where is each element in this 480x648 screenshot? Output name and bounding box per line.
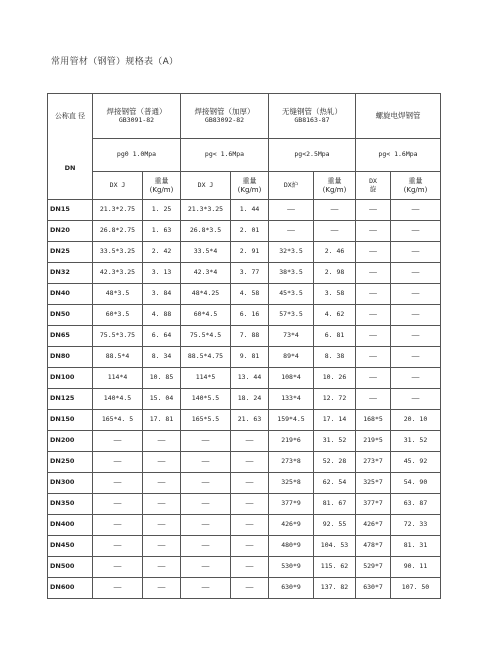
- table-cell: ——: [143, 557, 181, 578]
- table-cell: 377*9: [269, 494, 314, 515]
- table-cell: 10. 85: [143, 368, 181, 389]
- table-cell: ——: [391, 263, 441, 284]
- dn-cell: DN80: [48, 347, 93, 368]
- table-cell: 48*3.5: [93, 284, 143, 305]
- table-cell: 2. 42: [143, 242, 181, 263]
- table-cell: 62. 54: [314, 473, 356, 494]
- dn-cell: DN500: [48, 557, 93, 578]
- table-cell: 107. 50: [391, 578, 441, 599]
- table-cell: 140*4.5: [93, 389, 143, 410]
- table-row: [48, 326, 441, 347]
- table-cell: 21. 63: [231, 410, 269, 431]
- table-row: [48, 368, 441, 389]
- table-cell: 8. 34: [143, 347, 181, 368]
- table-cell: 57*3.5: [269, 305, 314, 326]
- table-cell: 219*6: [269, 431, 314, 452]
- table-cell: 32*3.5: [269, 242, 314, 263]
- table-cell: 219*5: [356, 431, 391, 452]
- table-cell: ——: [356, 389, 391, 410]
- table-row: [48, 452, 441, 473]
- table-cell: ——: [356, 284, 391, 305]
- header-group-3: [269, 94, 356, 139]
- table-cell: 2. 98: [314, 263, 356, 284]
- table-cell: ——: [143, 473, 181, 494]
- table-cell: 137. 82: [314, 578, 356, 599]
- table-cell: ——: [93, 557, 143, 578]
- table-cell: 325*8: [269, 473, 314, 494]
- table-cell: 8. 38: [314, 347, 356, 368]
- table-cell: 17. 81: [143, 410, 181, 431]
- table-cell: 1. 63: [143, 221, 181, 242]
- table-cell: ——: [143, 494, 181, 515]
- table-cell: ——: [356, 368, 391, 389]
- table-cell: 60*3.5: [93, 305, 143, 326]
- table-cell: 26.8*2.75: [93, 221, 143, 242]
- table-cell: ——: [391, 221, 441, 242]
- table-row: [48, 305, 441, 326]
- table-cell: ——: [231, 431, 269, 452]
- table-cell: ——: [93, 536, 143, 557]
- table-cell: 90. 11: [391, 557, 441, 578]
- table-cell: 426*7: [356, 515, 391, 536]
- table-row: [48, 578, 441, 599]
- table-cell: ——: [93, 494, 143, 515]
- table-cell: 42.3*4: [181, 263, 231, 284]
- table-cell: 478*7: [356, 536, 391, 557]
- dn-cell: DN15: [48, 200, 93, 221]
- table-cell: 4. 58: [231, 284, 269, 305]
- table-cell: 104. 53: [314, 536, 356, 557]
- table-cell: ——: [391, 284, 441, 305]
- table-row: [48, 410, 441, 431]
- table-cell: 20. 10: [391, 410, 441, 431]
- table-cell: 7. 88: [231, 326, 269, 347]
- table-cell: ——: [93, 515, 143, 536]
- group-4-name: 螺旋电焊钢管: [375, 110, 421, 120]
- table-row: [48, 221, 441, 242]
- table-cell: 114*4: [93, 368, 143, 389]
- dn-cell: DN40: [48, 284, 93, 305]
- table-cell: 2. 91: [231, 242, 269, 263]
- table-cell: 1. 25: [143, 200, 181, 221]
- table-cell: ——: [356, 305, 391, 326]
- dn-cell: DN65: [48, 326, 93, 347]
- table-cell: 38*3.5: [269, 263, 314, 284]
- table-cell: 273*7: [356, 452, 391, 473]
- table-cell: 115. 62: [314, 557, 356, 578]
- table-cell: ——: [356, 221, 391, 242]
- group-2-standard: GB83092-82: [204, 115, 245, 124]
- group-1-pressure: pg0 1.0Mpa: [93, 139, 181, 172]
- dn-cell: DN450: [48, 536, 93, 557]
- table-row: [48, 473, 441, 494]
- table-cell: ——: [181, 557, 231, 578]
- group-3-pressure: pg<2.5Mpa: [269, 139, 356, 172]
- table-cell: 18. 24: [231, 389, 269, 410]
- table-cell: 529*7: [356, 557, 391, 578]
- table-cell: ——: [269, 221, 314, 242]
- table-cell: ——: [93, 578, 143, 599]
- dn-cell: DN25: [48, 242, 93, 263]
- table-cell: 54. 90: [391, 473, 441, 494]
- table-cell: 33.5*3.25: [93, 242, 143, 263]
- table-cell: ——: [314, 221, 356, 242]
- dn-cell: DN600: [48, 578, 93, 599]
- table-cell: 630*7: [356, 578, 391, 599]
- table-cell: ——: [93, 431, 143, 452]
- table-cell: 3. 77: [231, 263, 269, 284]
- table-cell: 88.5*4: [93, 347, 143, 368]
- group-2-name: 焊接钢管（加厚）: [194, 106, 255, 116]
- table-cell: 426*9: [269, 515, 314, 536]
- table-cell: ——: [143, 431, 181, 452]
- table-cell: 72. 33: [391, 515, 441, 536]
- table-cell: 630*9: [269, 578, 314, 599]
- table-cell: ——: [181, 578, 231, 599]
- table-cell: ——: [269, 200, 314, 221]
- group-1-dim-header: DX J: [93, 172, 143, 200]
- group-1-name: 焊接钢管（普通）: [106, 106, 167, 116]
- table-cell: ——: [143, 515, 181, 536]
- table-cell: ——: [143, 536, 181, 557]
- table-cell: 3. 13: [143, 263, 181, 284]
- table-cell: 26.8*3.5: [181, 221, 231, 242]
- table-cell: ——: [181, 536, 231, 557]
- table-cell: 114*5: [181, 368, 231, 389]
- table-cell: ——: [231, 452, 269, 473]
- table-cell: ——: [231, 578, 269, 599]
- table-cell: 3. 58: [314, 284, 356, 305]
- table-cell: ——: [143, 578, 181, 599]
- header-group-2: [181, 94, 269, 139]
- table-row: [48, 557, 441, 578]
- table-cell: 165*5.5: [181, 410, 231, 431]
- group-2-weight-header: 重量 (Kg/m): [231, 172, 269, 200]
- table-row: [48, 347, 441, 368]
- group-3-standard: GB8163-87: [294, 115, 330, 124]
- table-cell: ——: [181, 515, 231, 536]
- table-cell: 88.5*4.75: [181, 347, 231, 368]
- table-cell: 530*9: [269, 557, 314, 578]
- table-row: [48, 431, 441, 452]
- group-3-dim-header: DX炉: [269, 172, 314, 200]
- header-group-1: [93, 94, 181, 139]
- table-cell: 4. 88: [143, 305, 181, 326]
- table-row: [48, 536, 441, 557]
- dn-cell: DN350: [48, 494, 93, 515]
- table-cell: ——: [356, 326, 391, 347]
- dn-cell: DN300: [48, 473, 93, 494]
- table-cell: ——: [391, 242, 441, 263]
- group-2-dim-header: DX J: [181, 172, 231, 200]
- table-cell: 31. 52: [391, 431, 441, 452]
- table-cell: 81. 31: [391, 536, 441, 557]
- header-dn: DN: [48, 139, 93, 200]
- group-4-weight-header: 重量 (Kg/m): [391, 172, 441, 200]
- group-4-dim-header: DX 旋: [356, 172, 391, 200]
- table-cell: ——: [356, 242, 391, 263]
- group-4-pressure: pg< 1.6Mpa: [356, 139, 441, 172]
- group-3-weight-header: 重量 (Kg/m): [314, 172, 356, 200]
- table-cell: 48*4.25: [181, 284, 231, 305]
- table-cell: 45*3.5: [269, 284, 314, 305]
- table-cell: 6. 16: [231, 305, 269, 326]
- table-cell: ——: [314, 200, 356, 221]
- table-cell: ——: [181, 431, 231, 452]
- dn-cell: DN125: [48, 389, 93, 410]
- table-cell: 45. 92: [391, 452, 441, 473]
- table-row: [48, 242, 441, 263]
- table-cell: 480*9: [269, 536, 314, 557]
- table-cell: ——: [181, 452, 231, 473]
- table-cell: 10. 26: [314, 368, 356, 389]
- table-cell: ——: [231, 557, 269, 578]
- table-row: [48, 515, 441, 536]
- table-cell: 6. 64: [143, 326, 181, 347]
- table-cell: 42.3*3.25: [93, 263, 143, 284]
- table-cell: 15. 04: [143, 389, 181, 410]
- table-cell: ——: [356, 263, 391, 284]
- header-nominal-diameter: 公称直 径: [48, 94, 93, 139]
- table-cell: 1. 44: [231, 200, 269, 221]
- table-cell: 33.5*4: [181, 242, 231, 263]
- table-row: [48, 200, 441, 221]
- table-cell: 168*5: [356, 410, 391, 431]
- table-cell: 75.5*4.5: [181, 326, 231, 347]
- dn-cell: DN150: [48, 410, 93, 431]
- table-cell: 31. 52: [314, 431, 356, 452]
- table-cell: 92. 55: [314, 515, 356, 536]
- pipe-spec-table: [47, 93, 441, 599]
- table-cell: ——: [231, 473, 269, 494]
- table-cell: ——: [93, 473, 143, 494]
- table-cell: 75.5*3.75: [93, 326, 143, 347]
- table-cell: 13. 44: [231, 368, 269, 389]
- table-cell: 89*4: [269, 347, 314, 368]
- table-cell: 140*5.5: [181, 389, 231, 410]
- table-cell: ——: [93, 452, 143, 473]
- table-cell: ——: [356, 347, 391, 368]
- dn-cell: DN100: [48, 368, 93, 389]
- table-cell: 9. 81: [231, 347, 269, 368]
- table-cell: ——: [391, 368, 441, 389]
- table-cell: 63. 87: [391, 494, 441, 515]
- table-cell: 81. 67: [314, 494, 356, 515]
- table-cell: ——: [231, 536, 269, 557]
- table-cell: 377*7: [356, 494, 391, 515]
- table-cell: 4. 62: [314, 305, 356, 326]
- table-cell: 325*7: [356, 473, 391, 494]
- table-cell: 2. 01: [231, 221, 269, 242]
- table-cell: ——: [356, 200, 391, 221]
- table-cell: 2. 46: [314, 242, 356, 263]
- dn-cell: DN400: [48, 515, 93, 536]
- table-cell: 108*4: [269, 368, 314, 389]
- table-row: [48, 284, 441, 305]
- table-cell: 165*4. 5: [93, 410, 143, 431]
- document-title: 常用管材（钢管）规格表（A）: [51, 57, 179, 67]
- dn-cell: DN50: [48, 305, 93, 326]
- table-cell: ——: [391, 389, 441, 410]
- table-cell: ——: [181, 494, 231, 515]
- table-cell: ——: [391, 347, 441, 368]
- table-cell: 21.3*2.75: [93, 200, 143, 221]
- table-cell: 6. 81: [314, 326, 356, 347]
- table-cell: 73*4: [269, 326, 314, 347]
- table-row: [48, 494, 441, 515]
- group-1-standard: GB3091-82: [118, 115, 155, 124]
- table-cell: 273*8: [269, 452, 314, 473]
- table-cell: ——: [143, 452, 181, 473]
- table-cell: 52. 28: [314, 452, 356, 473]
- dn-cell: DN200: [48, 431, 93, 452]
- table-row: [48, 263, 441, 284]
- table-cell: 12. 72: [314, 389, 356, 410]
- table-row: [48, 389, 441, 410]
- table-cell: 133*4: [269, 389, 314, 410]
- table-cell: ——: [391, 326, 441, 347]
- group-3-name: 无缝钢管（热轧）: [282, 106, 342, 116]
- dn-cell: DN32: [48, 263, 93, 284]
- group-1-weight-header: 重量 (Kg/m): [143, 172, 181, 200]
- table-cell: 3. 84: [143, 284, 181, 305]
- table-cell: 159*4.5: [269, 410, 314, 431]
- table-cell: ——: [391, 200, 441, 221]
- table-cell: 21.3*3.25: [181, 200, 231, 221]
- table-cell: ——: [231, 515, 269, 536]
- dn-cell: DN20: [48, 221, 93, 242]
- table-cell: ——: [181, 473, 231, 494]
- table-cell: ——: [231, 494, 269, 515]
- table-cell: ——: [391, 305, 441, 326]
- table-cell: 17. 14: [314, 410, 356, 431]
- header-group-4: [356, 94, 441, 139]
- group-2-pressure: pg< 1.6Mpa: [181, 139, 269, 172]
- table-cell: 60*4.5: [181, 305, 231, 326]
- dn-cell: DN250: [48, 452, 93, 473]
